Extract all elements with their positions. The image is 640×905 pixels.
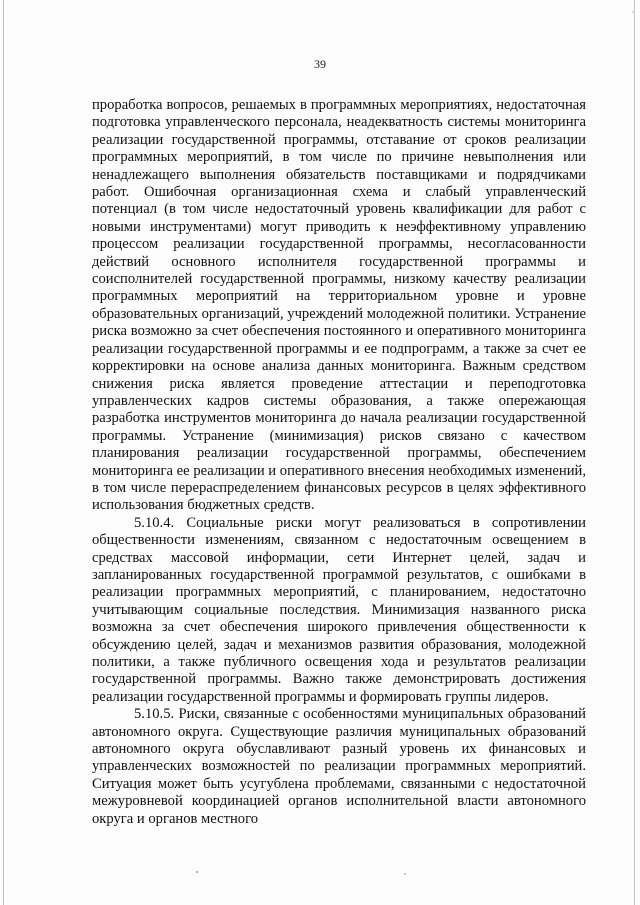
scan-edge-left [3,0,4,905]
document-body [92,97,586,828]
paragraph-5-10-4-social-risks: 5.10.4. Социальные риски могут реализоваться в сопротивлении общественности изменениям, связанном с недостаточным освещением в средствах массовой информации, сети Интернет целей, задач и запланированных государственной программой результатов, с ошибками в реализации программных мероприятий, с планированием, недостаточно учитывающим социальные последствия. Минимизация названного риска возможна за счет обеспечения широкого привлечения общественности к обсуждению целей, задач и механизмов развития образования, молодежной политики, а также публичного освещения хода и результатов реализации государственной программы. Важно также демонстрировать достижения реализации государственной программы и формировать группы лидеров. [92,514,586,705]
scan-edge-right [634,0,635,905]
page-number: 39 [314,57,326,71]
paragraph-risk-management-continued: проработка вопросов, решаемых в программных мероприятиях, недостаточная подготовка управленческого персонала, неадекватность системы мониторинга реализации государственной программы, отставание от сроков реализации программных мероприятий, в том числе по причине невыполнения или ненадлежащего выполнения обязательств поставщиками и подрядчиками работ. Ошибочная организационная схема и слабый управленческий потенциал (в том числе недостаточный уровень квалификации для работ с новыми инструментами) могут приводить к неэффективному управлению процессом реализации государственной программы, несогласованности действий основного исполнителя государственной программы и соисполнителей государственной программы, низкому качеству реализации программных мероприятий на территориальном уровне и уровне образовательных организаций, учреждений молодежной политики. Устранение риска возможно за счет обеспечения постоянного и оперативного мониторинга реализации государственной программы и ее подпрограмм, а также за счет ее корректировки на основе анализа данных мониторинга. Важным средством снижения риска является проведение аттестации и переподготовка управленческих кадров системы образования, а также опережающая разработка инструментов мониторинга до начала реализации государственной программы. Устранение (минимизация) рисков связано с качеством планирования реализации государственной программы, обеспечением мониторинга ее реализации и оперативного внесения необходимых изменений, в том числе перераспределением финансовых ресурсов в целях эффективного использования бюджетных средств. [92,97,586,514]
paragraph-5-10-5-municipal-risks: 5.10.5. Риски, связанные с особенностями муниципальных образований автономного округа. Существующие различия муниципальных образований автономного округа обуславливают разный уровень их финансовых и управленческих возможностей по реализации программных мероприятий. Ситуация может быть усугублена проблемами, связанными с недостаточной межуровневой координацией органов исполнительной власти автономного округа и органов местного [92,706,586,827]
